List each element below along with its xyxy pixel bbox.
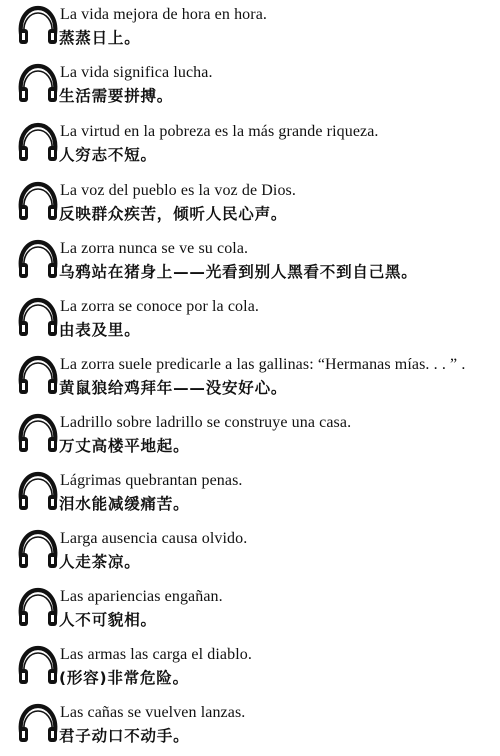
chinese-translation: 君子动口不动手。 <box>59 727 190 745</box>
chinese-translation: 乌鸦站在猪身上——光看到别人黑看不到自己黑。 <box>59 263 418 281</box>
spanish-proverb: La virtud en la pobreza es la más grande riqueza. <box>60 123 379 140</box>
proverb-entry <box>0 2 500 54</box>
proverb-entry <box>0 700 500 752</box>
spanish-proverb: Las cañas se vuelven lanzas. <box>60 704 246 721</box>
spanish-proverb: La voz del pueblo es la voz de Dios. <box>60 182 296 199</box>
chinese-translation: 人不可貌相。 <box>59 611 157 629</box>
headphones-icon[interactable] <box>15 62 61 104</box>
proverb-entry <box>0 410 500 462</box>
headphones-icon[interactable] <box>15 586 61 628</box>
chinese-translation: 黄鼠狼给鸡拜年——没安好心。 <box>59 379 288 397</box>
headphones-icon[interactable] <box>15 702 61 744</box>
headphones-icon[interactable] <box>15 354 61 396</box>
spanish-proverb: Larga ausencia causa olvido. <box>60 530 248 547</box>
headphones-icon[interactable] <box>15 296 61 338</box>
spanish-proverb: La zorra nunca se ve su cola. <box>60 240 249 257</box>
proverb-entry <box>0 352 500 404</box>
headphones-icon[interactable] <box>15 121 61 163</box>
headphones-icon[interactable] <box>15 644 61 686</box>
proverb-entry <box>0 60 500 112</box>
chinese-translation: 反映群众疾苦，倾听人民心声。 <box>59 205 288 223</box>
chinese-translation: (形容)非常危险。 <box>59 669 189 687</box>
proverb-entry <box>0 584 500 636</box>
spanish-proverb: La zorra se conoce por la cola. <box>60 298 259 315</box>
chinese-translation: 蒸蒸日上。 <box>59 29 141 47</box>
headphones-icon[interactable] <box>15 4 61 46</box>
proverb-entry <box>0 526 500 578</box>
chinese-translation: 人走茶凉。 <box>59 553 141 571</box>
proverb-entry <box>0 642 500 694</box>
spanish-proverb: La zorra suele predicarle a las gallinas: “Hermanas mías. . . ” . <box>60 356 466 373</box>
spanish-proverb: Las armas las carga el diablo. <box>60 646 252 663</box>
spanish-proverb: Las apariencias engañan. <box>60 588 223 605</box>
proverb-entry <box>0 178 500 230</box>
headphones-icon[interactable] <box>15 412 61 454</box>
spanish-proverb: La vida significa lucha. <box>60 64 213 81</box>
proverb-entry <box>0 236 500 288</box>
chinese-translation: 由表及里。 <box>59 321 141 339</box>
spanish-proverb: Lágrimas quebrantan penas. <box>60 472 243 489</box>
headphones-icon[interactable] <box>15 470 61 512</box>
chinese-translation: 生活需要拼搏。 <box>59 87 174 105</box>
proverb-entry <box>0 468 500 520</box>
headphones-icon[interactable] <box>15 238 61 280</box>
spanish-proverb: Ladrillo sobre ladrillo se construye una casa. <box>60 414 352 431</box>
spanish-proverb: La vida mejora de hora en hora. <box>60 6 268 23</box>
proverb-entry <box>0 294 500 346</box>
headphones-icon[interactable] <box>15 528 61 570</box>
chinese-translation: 万丈高楼平地起。 <box>59 437 190 455</box>
headphones-icon[interactable] <box>15 180 61 222</box>
proverb-entry <box>0 119 500 171</box>
chinese-translation: 人穷志不短。 <box>59 146 157 164</box>
chinese-translation: 泪水能减缓痛苦。 <box>59 495 190 513</box>
